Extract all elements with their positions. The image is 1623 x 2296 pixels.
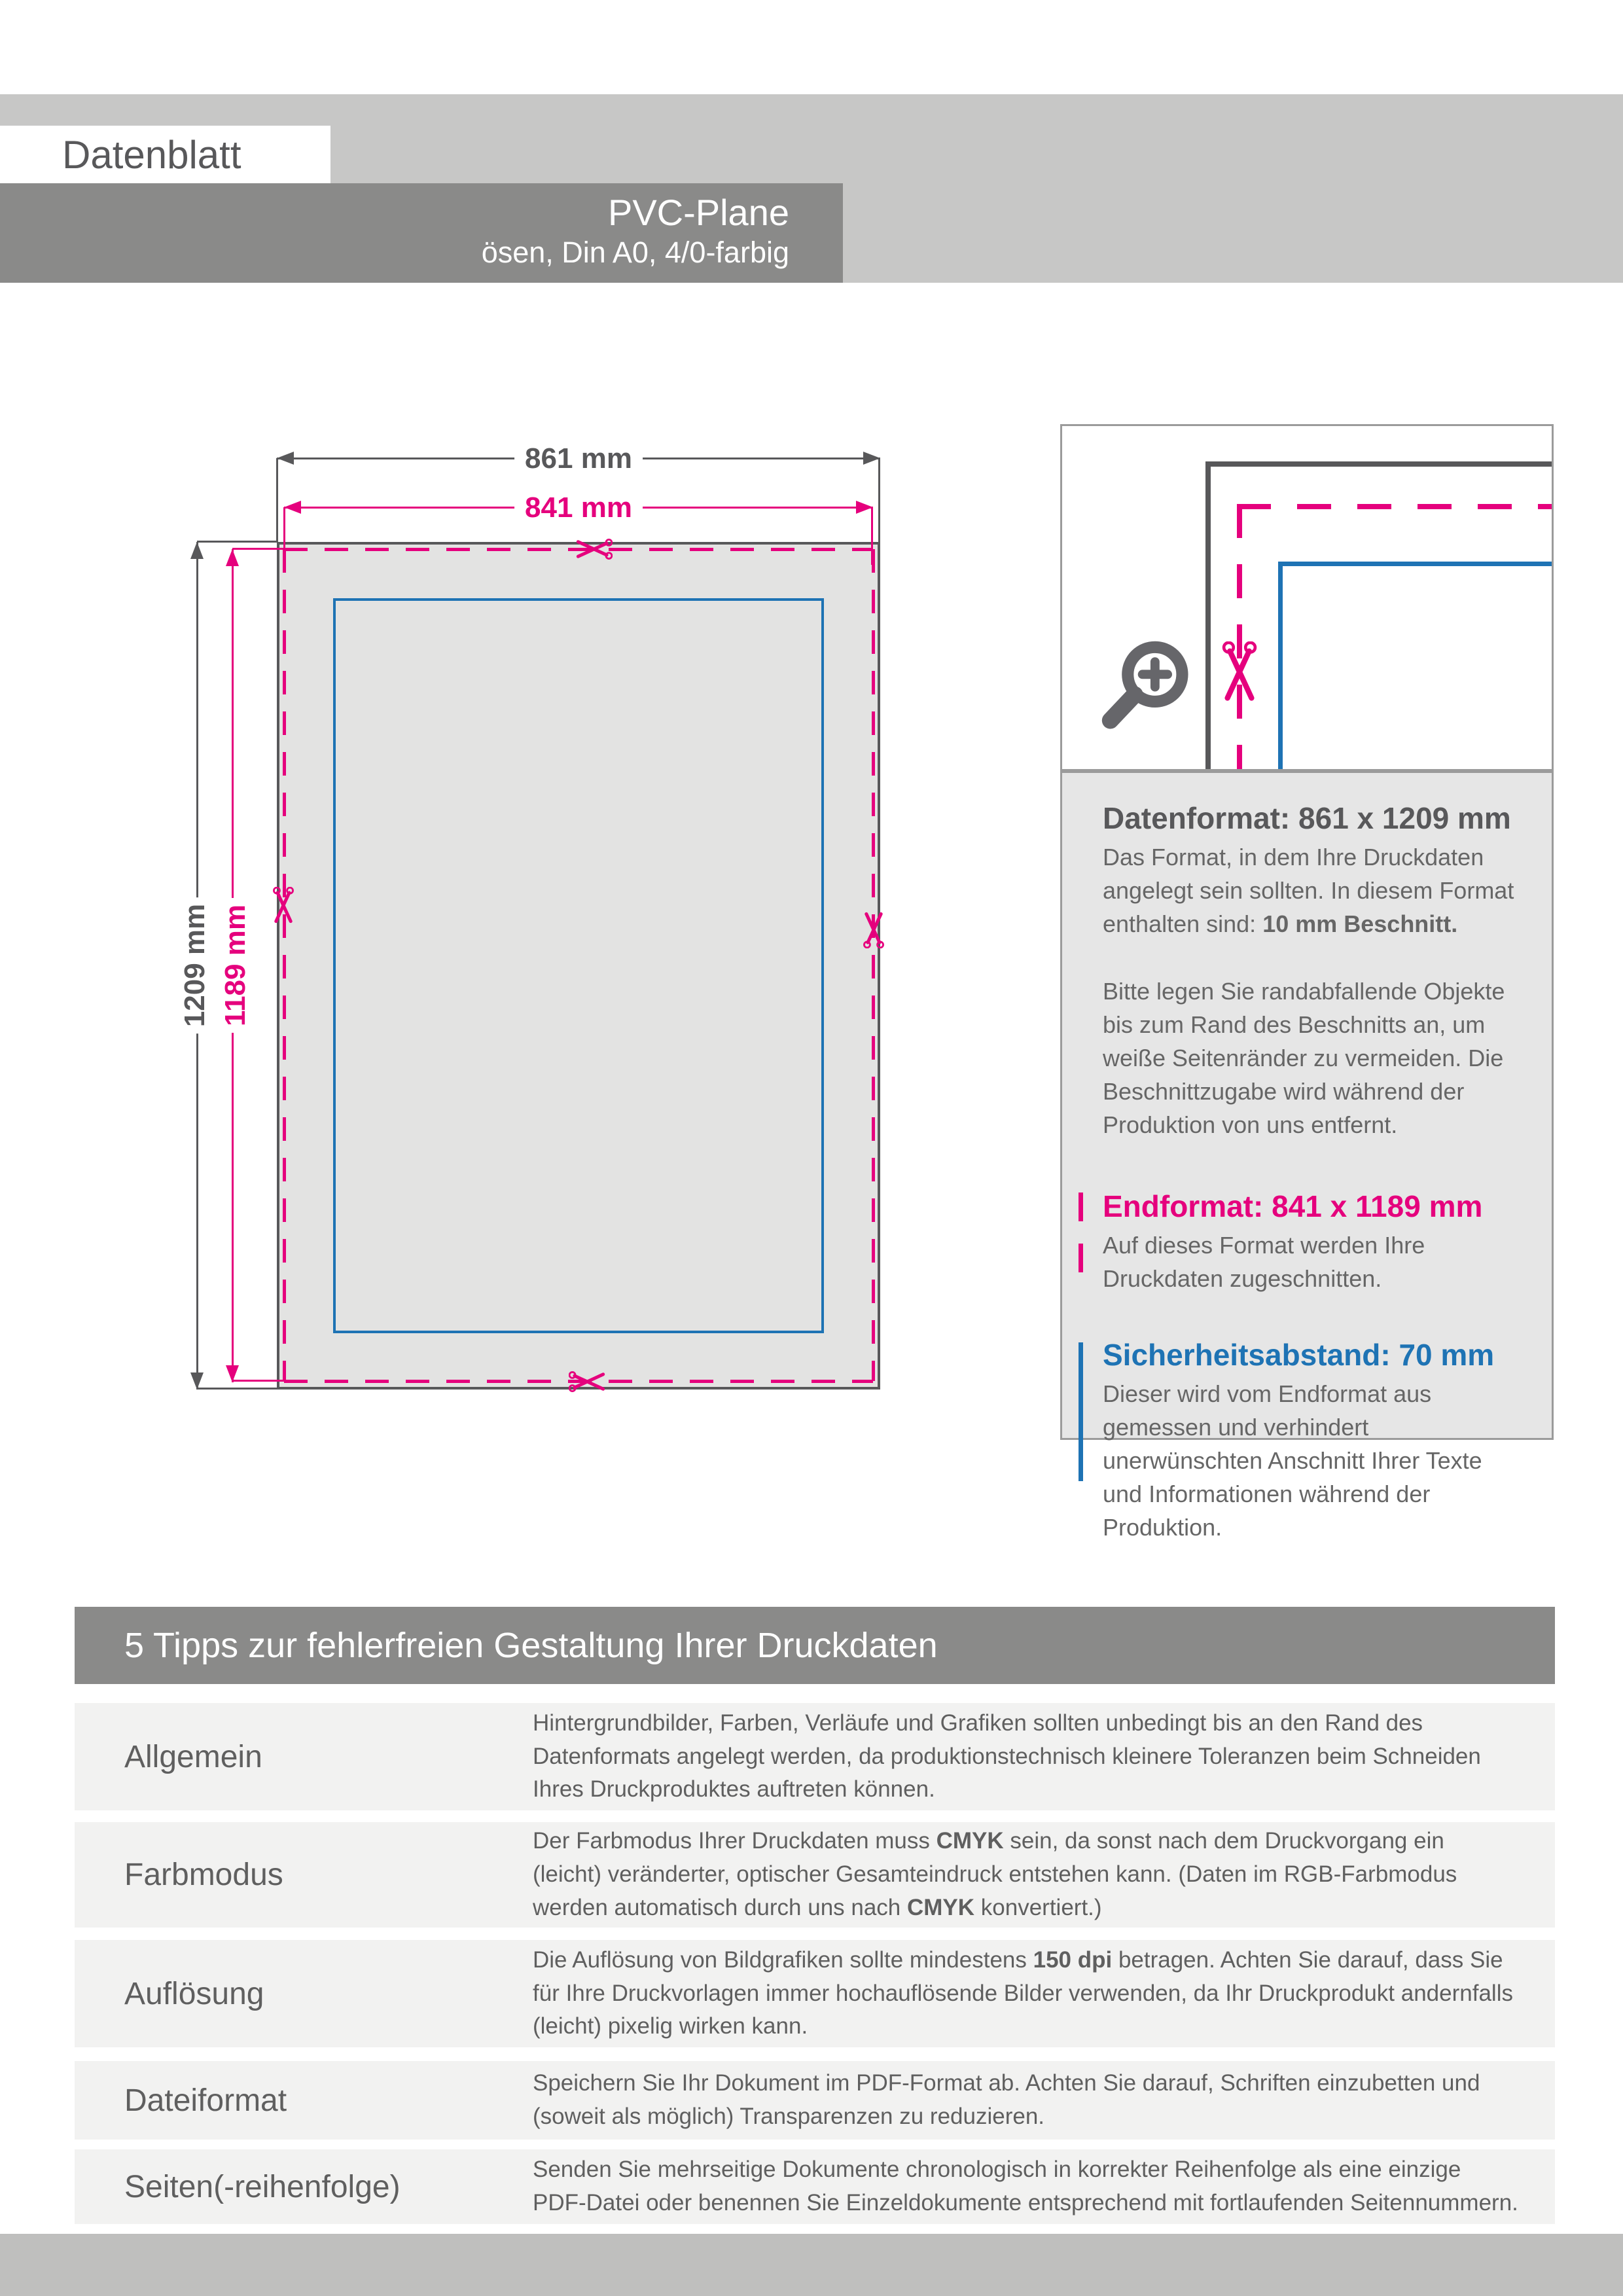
dim-ext-841-left [283,507,285,565]
detail-safety-line-v [1278,562,1283,769]
dim-label-height-inner: 1189 mm [218,898,253,1033]
footer-band [0,2234,1623,2296]
dim-label-width-outer: 861 mm [514,441,643,476]
detail-safety-line-h [1278,562,1552,566]
datenformat-body2: Bitte legen Sie randabfallende Objekte bis zum Rand des Beschnitts an, um weiße Seitenränder zu vermeiden. Die Beschnittzugabe wird während der Produktion von uns entfernt. [1103,977,1505,1139]
tip-row-allgemein [75,1703,1555,1810]
dim-label-width-inner: 841 mm [514,490,643,526]
scissors-icon [863,912,885,948]
tip-label: Dateiformat [124,2083,287,2118]
tip-text [533,1940,1518,2047]
endformat-block [1103,1190,1524,1295]
detail-bleed-line-h [1237,504,1552,509]
bleed-line-left [283,549,286,1381]
tip-row-seitenreihenfolge [75,2149,1555,2224]
zoom-detail-box [1060,424,1554,771]
tip-row-farbmodus [75,1822,1555,1928]
tip-label: Allgemein [124,1739,262,1774]
detail-format-line-h [1205,461,1552,467]
endformat-accent-bar [1079,1193,1083,1289]
tip-text [533,1822,1518,1928]
tips-heading: 5 Tipps zur fehlerfreien Gestaltung Ihrer Druckdaten [124,1626,938,1665]
endformat-heading: Endformat: 841 x 1189 mm [1103,1189,1483,1224]
tip-label: Seiten(-reihenfolge) [124,2169,401,2204]
magnifier-zoom-icon [1094,634,1198,742]
dim-arrow-1209-top [190,542,204,559]
tip-text-content: Der Farbmodus Ihrer Druckdaten muss CMYK sein, da sonst nach dem Druckvorgang ein (leicht) veränderter, optischer Gesamteindruck entstehen kann. (Daten im RGB-Farbmodus werden automatisch durch uns nach CMYK konvertiert.) [533,1828,1457,1920]
tip-text [533,2061,1518,2140]
scissors-icon [576,538,613,560]
scissors-icon [569,1371,605,1393]
dim-label-height-outer: 1209 mm [177,897,213,1033]
dim-arrow-841-left [284,501,301,514]
dim-ext-1189-top [232,548,302,550]
sicherheitsabstand-body: Dieser wird vom Endformat aus gemessen und verhindert unerwünschten Anschnitt Ihrer Texte und Informationen während der Produktion. [1103,1380,1482,1541]
sicherheitsabstand-accent-bar [1079,1342,1083,1481]
tip-text-content: Speichern Sie Ihr Dokument im PDF-Format ab. Achten Sie darauf, Schriften einzubetten und (soweit als möglich) Transparenzen zu reduzieren. [533,2070,1480,2129]
tips-header-bar [75,1607,1555,1684]
dim-ext-861-right [878,458,880,542]
detail-format-line-v [1205,461,1211,769]
dim-ext-1209-bottom [197,1388,277,1390]
endformat-body: Auf dieses Format werden Ihre Druckdaten zugeschnitten. [1103,1232,1425,1293]
tip-text [533,1703,1518,1810]
sicherheitsabstand-heading: Sicherheitsabstand: 70 mm [1103,1338,1495,1372]
title-box [0,126,330,183]
tip-text-content: Die Auflösung von Bildgrafiken sollte mindestens 150 dpi betragen. Achten Sie darauf, dass Sie für Ihre Druckvorlagen immer hochauflösende Bilder verwenden, da Ihr Druckprodukt andernfalls (leicht) pixelig wirken kann. [533,1946,1513,2039]
dim-arrow-861-left [277,452,294,465]
datenformat-heading: Datenformat: 861 x 1209 mm [1103,801,1511,835]
tip-row-aufloesung [75,1940,1555,2047]
bleed-line-right [872,549,875,1381]
tip-text [533,2149,1518,2224]
product-bar [0,183,843,283]
dim-ext-841-right [871,507,873,565]
scissors-icon [1221,641,1258,702]
page-title: Datenblatt [62,132,241,177]
format-info-panel [1060,771,1554,1541]
sicherheitsabstand-block [1103,1338,1524,1544]
dim-ext-861-left [276,458,278,542]
dim-arrow-1189-top [226,549,239,566]
tip-label: Farbmodus [124,1857,283,1892]
tip-label: Auflösung [124,1976,264,2011]
datenformat-body1: Das Format, in dem Ihre Druckdaten angelegt sein sollten. In diesem Format enthalten sind: 10 mm Beschnitt. [1103,843,1514,937]
tip-text-content: Senden Sie mehrseitige Dokumente chronologisch in korrekter Reihenfolge als eine einzige PDF-Datei oder benennen Sie Einzeldokumente entsprechend mit fortlaufenden Seitennummern. [533,2157,1518,2215]
tip-text-content: Hintergrundbilder, Farben, Verläufe und Grafiken sollten unbedingt bis an den Rand des Datenformats angelegt werden, da produktionstechnisch kleinere Toleranzen beim Schneiden Ihres Druckproduktes auftreten können. [533,1710,1481,1803]
tip-row-dateiformat [75,2061,1555,2140]
safety-area-rect [333,598,824,1333]
dim-ext-1189-bottom [232,1380,302,1382]
detail-bleed-line-v [1237,504,1242,769]
datenformat-block [1103,802,1524,1141]
product-name: PVC-Plane [607,192,789,233]
product-spec: ösen, Din A0, 4/0-farbig [481,236,789,269]
scissors-icon [272,887,294,924]
dim-ext-1209-top [197,541,277,543]
